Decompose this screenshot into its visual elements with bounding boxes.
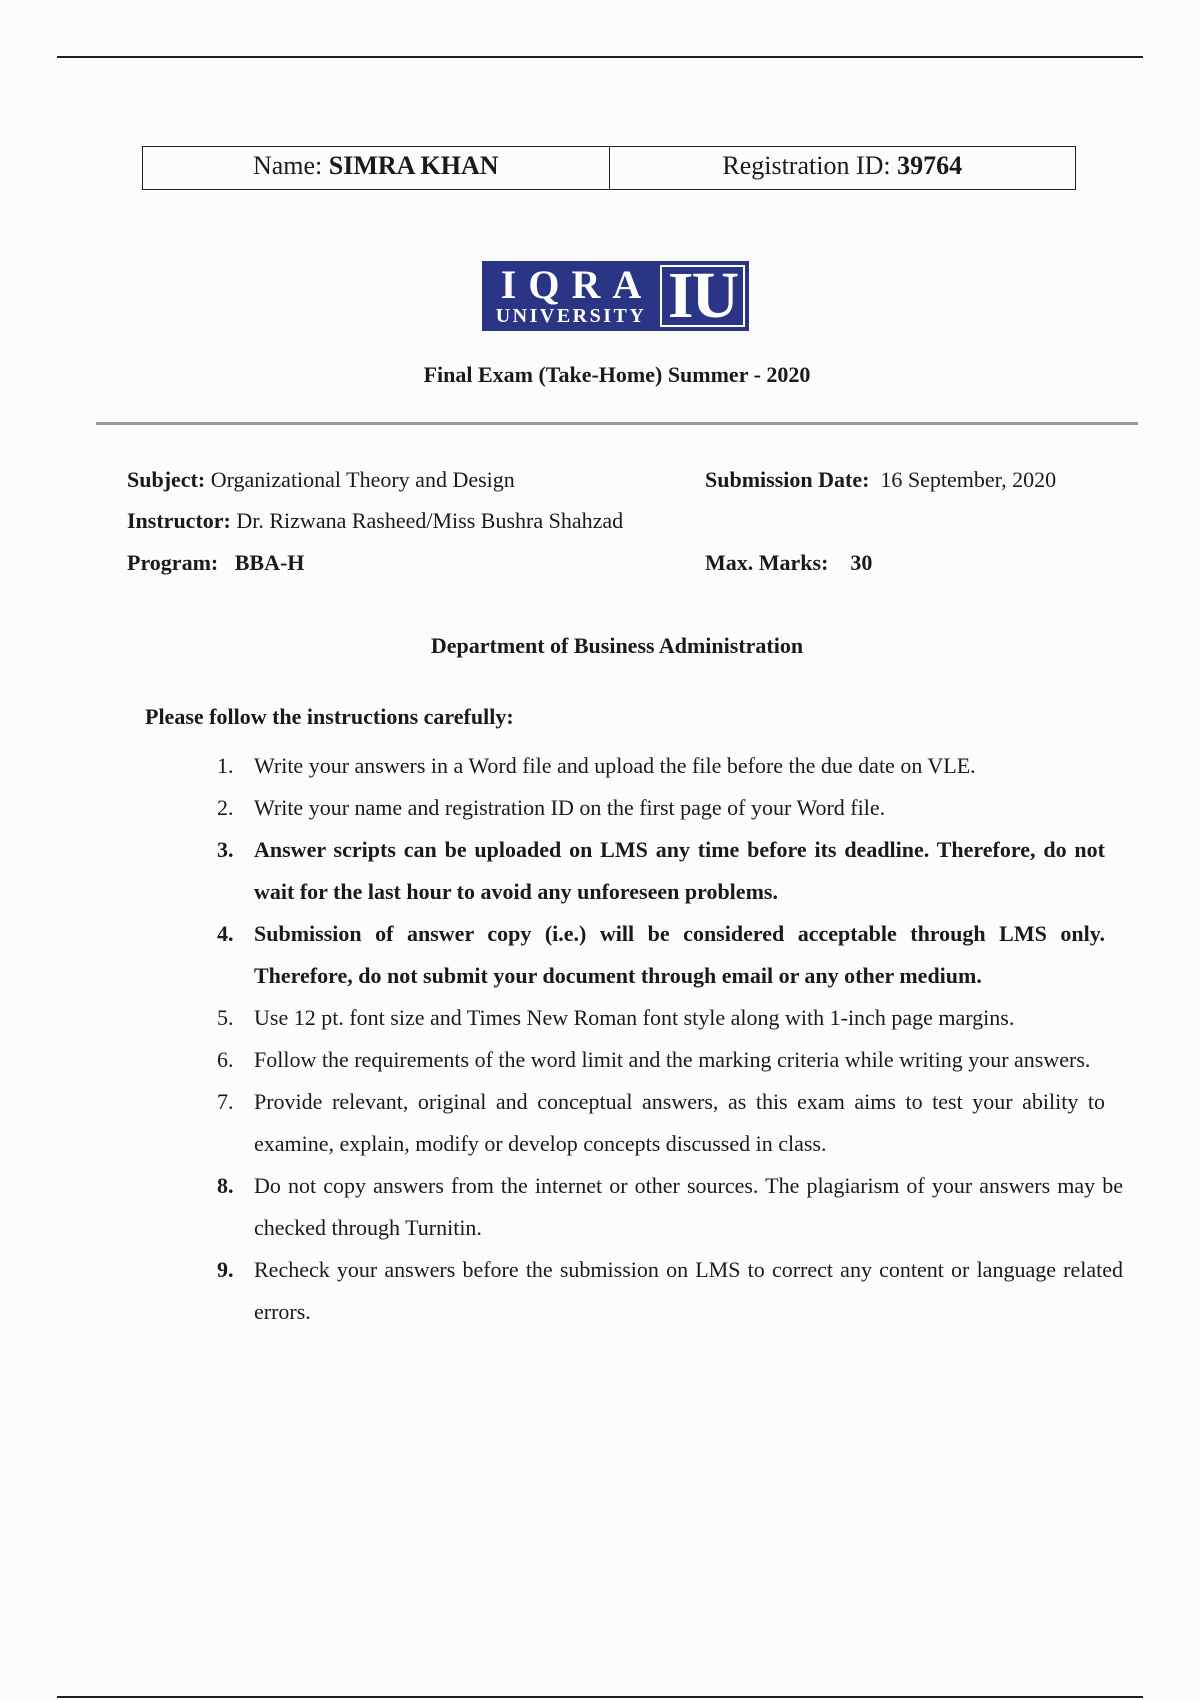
program-value: BBA-H: [234, 550, 305, 575]
instruction-item: [205, 787, 1105, 829]
instructor-value: Dr. Rizwana Rasheed/Miss Bushra Shahzad: [236, 508, 624, 533]
max-marks-line: [705, 549, 872, 577]
max-marks-value: 30: [850, 550, 873, 575]
item-text: Do not copy answers from the internet or other sources. The plagiarism of your answers may be checked through Turnitin.: [254, 1173, 1123, 1240]
item-number: 5.: [217, 1005, 234, 1030]
item-text: Follow the requirements of the word limit and the marking criteria while writing your answers.: [254, 1047, 1091, 1072]
item-number: 6.: [217, 1047, 234, 1072]
instructions-list: [205, 745, 1123, 1333]
registration-id: 39764: [897, 151, 963, 180]
item-number: 2.: [217, 795, 234, 820]
logo-top-text: IQRA: [500, 262, 654, 307]
instructor-line: [127, 507, 623, 535]
logo-wordmark: [482, 261, 660, 331]
item-text: Recheck your answers before the submission on LMS to correct any content or language related errors.: [254, 1257, 1123, 1324]
student-name: SIMRA KHAN: [328, 151, 499, 180]
name-label: Name:: [252, 151, 323, 180]
registration-label: Registration ID:: [722, 151, 891, 180]
title-divider: [96, 422, 1138, 425]
exam-title: Final Exam (Take-Home) Summer - 2020: [423, 362, 811, 387]
item-text: Write your name and registration ID on the first page of your Word file.: [254, 795, 886, 820]
instruction-item: [205, 1081, 1105, 1165]
item-number: 8.: [217, 1173, 234, 1198]
logo-mark: IU: [660, 265, 745, 327]
student-id-box: [142, 146, 1076, 190]
student-name-cell: [143, 147, 609, 189]
submission-date-value: 16 September, 2020: [880, 467, 1057, 492]
subject-value: Organizational Theory and Design: [210, 467, 515, 492]
item-text: Submission of answer copy (i.e.) will be considered acceptable through LMS only. Therefore, do not submit your document through email or any other medium.: [254, 921, 1105, 988]
instruction-item: [205, 1249, 1123, 1333]
program-line: [127, 549, 304, 577]
instruction-item: [205, 1039, 1105, 1081]
subject-line: [127, 466, 515, 494]
item-number: 3.: [217, 837, 234, 862]
iqra-university-logo: [482, 261, 749, 331]
instruction-item: [205, 997, 1105, 1039]
item-text: Use 12 pt. font size and Times New Roman font style along with 1-inch page margins.: [254, 1005, 1015, 1030]
instructions-heading: Please follow the instructions carefully:: [145, 704, 514, 729]
instruction-item: [205, 745, 1105, 787]
top-rule: [57, 56, 1143, 58]
item-number: 1.: [217, 753, 234, 778]
bottom-rule: [57, 1696, 1143, 1698]
max-marks-label: Max. Marks:: [705, 550, 829, 575]
subject-label: Subject:: [127, 467, 206, 492]
instruction-item: [205, 913, 1105, 997]
item-text: Provide relevant, original and conceptual answers, as this exam aims to test your ability to examine, explain, modify or develop concepts discussed in class.: [254, 1089, 1105, 1156]
item-text: Answer scripts can be uploaded on LMS any time before its deadline. Therefore, do not wait for the last hour to avoid any unforeseen problems.: [254, 837, 1105, 904]
registration-cell: [609, 147, 1076, 189]
item-number: 7.: [217, 1089, 234, 1114]
submission-date-label: Submission Date:: [705, 467, 870, 492]
program-label: Program:: [127, 550, 219, 575]
logo-bottom-text: UNIVERSITY: [495, 305, 647, 327]
instruction-item: [205, 829, 1105, 913]
item-text: Write your answers in a Word file and upload the file before the due date on VLE.: [254, 753, 976, 778]
instructor-label: Instructor:: [127, 508, 231, 533]
instruction-item: [205, 1165, 1123, 1249]
submission-date-line: [705, 466, 1056, 494]
item-number: 4.: [217, 921, 234, 946]
item-number: 9.: [217, 1257, 234, 1282]
department-heading: Department of Business Administration: [430, 633, 804, 658]
